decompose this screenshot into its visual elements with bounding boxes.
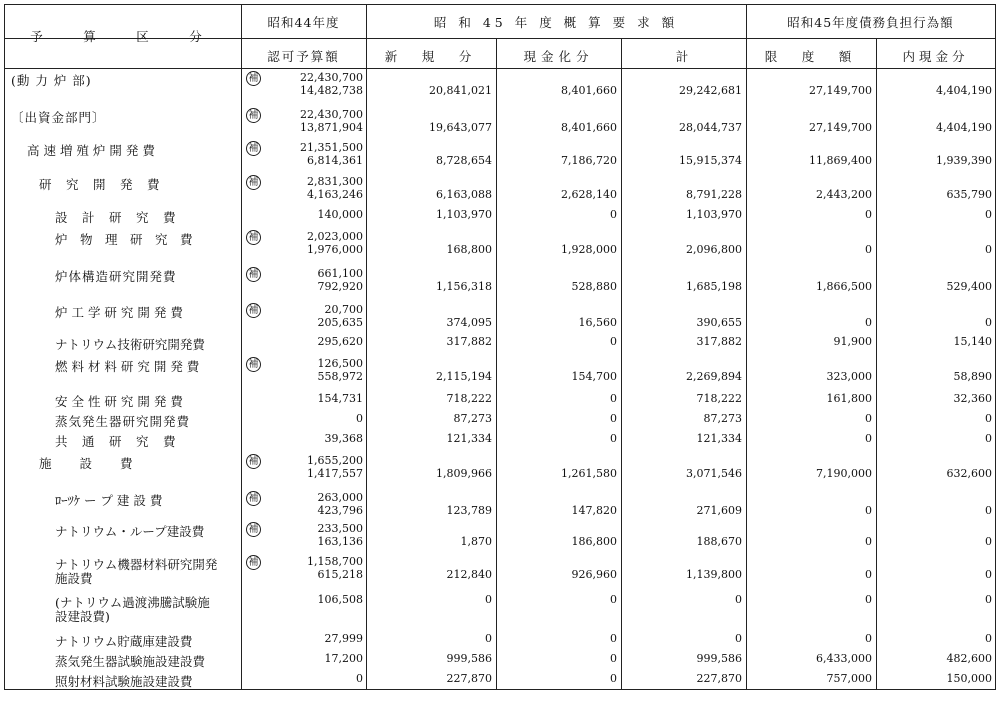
s44-value: 1,655,200 bbox=[307, 454, 363, 467]
s44-value: 21,351,500 bbox=[300, 141, 363, 154]
s44-value: 6,814,361 bbox=[307, 154, 363, 167]
s44-values bbox=[255, 522, 363, 548]
limit-value: 323,000 bbox=[826, 370, 872, 383]
s44-value: 4,163,246 bbox=[307, 188, 363, 201]
s44-values bbox=[255, 555, 363, 581]
row-label: 炉 物 理 研 究 費 bbox=[55, 232, 193, 247]
limit-value: 0 bbox=[865, 632, 872, 645]
cash-value: 154,700 bbox=[571, 370, 617, 383]
limit-value: 757,000 bbox=[826, 672, 872, 685]
row-label: 〔出資金部門〕 bbox=[11, 110, 106, 125]
inner-value: 632,600 bbox=[946, 467, 992, 480]
revision-mark: 補 bbox=[246, 230, 261, 245]
col-line-1 bbox=[241, 5, 242, 689]
new-value: 121,334 bbox=[446, 432, 492, 445]
s44-value: 233,500 bbox=[317, 522, 363, 535]
new-value: 1,870 bbox=[460, 535, 492, 548]
col-line-4 bbox=[621, 38, 622, 689]
total-value: 0 bbox=[735, 593, 742, 606]
total-value: 2,269,894 bbox=[686, 370, 742, 383]
inner-value: 0 bbox=[985, 432, 992, 445]
revision-mark: 補 bbox=[246, 491, 261, 506]
cash-value: 0 bbox=[610, 335, 617, 348]
row-label-cont: 施設費 bbox=[55, 571, 93, 586]
new-value: 1,809,966 bbox=[436, 467, 492, 480]
inner-value: 0 bbox=[985, 535, 992, 548]
revision-mark: 補 bbox=[246, 555, 261, 570]
row-label: (ナトリウム過渡沸騰試験施 bbox=[55, 595, 210, 610]
cash-value: 1,261,580 bbox=[561, 467, 617, 480]
cash-value: 0 bbox=[610, 412, 617, 425]
limit-value: 0 bbox=[865, 208, 872, 221]
s44-value: 1,976,000 bbox=[307, 243, 363, 256]
cash-value: 0 bbox=[610, 652, 617, 665]
inner-value: 150,000 bbox=[946, 672, 992, 685]
row-label: 高 速 増 殖 炉 開 発 費 bbox=[27, 143, 155, 158]
inner-value: 482,600 bbox=[946, 652, 992, 665]
cash-value: 0 bbox=[610, 593, 617, 606]
inner-value: 0 bbox=[985, 208, 992, 221]
new-value: 1,103,970 bbox=[436, 208, 492, 221]
s44-values bbox=[255, 593, 363, 606]
new-value: 1,156,318 bbox=[436, 280, 492, 293]
total-value: 121,334 bbox=[696, 432, 742, 445]
row-label: 共 通 研 究 費 bbox=[55, 434, 177, 449]
total-value: 8,791,228 bbox=[686, 188, 742, 201]
row-label: 施 設 費 bbox=[39, 456, 134, 471]
new-value: 212,840 bbox=[446, 568, 492, 581]
limit-value: 0 bbox=[865, 593, 872, 606]
limit-value: 0 bbox=[865, 316, 872, 329]
total-value: 3,071,546 bbox=[686, 467, 742, 480]
s44-value: 661,100 bbox=[317, 267, 363, 280]
s44-value: 0 bbox=[356, 672, 363, 685]
limit-value: 91,900 bbox=[833, 335, 872, 348]
s44-value: 126,500 bbox=[317, 357, 363, 370]
limit-value: 7,190,000 bbox=[816, 467, 872, 480]
cash-value: 0 bbox=[610, 672, 617, 685]
inner-value: 58,890 bbox=[953, 370, 992, 383]
inner-value: 4,404,190 bbox=[936, 121, 992, 134]
cash-value: 186,800 bbox=[571, 535, 617, 548]
limit-value: 0 bbox=[865, 535, 872, 548]
s44-value: 140,000 bbox=[317, 208, 363, 221]
row-label: 炉 工 学 研 究 開 発 費 bbox=[55, 305, 183, 320]
limit-value: 2,443,200 bbox=[816, 188, 872, 201]
s44-values bbox=[255, 652, 363, 665]
new-value: 6,163,088 bbox=[436, 188, 492, 201]
header-debt: 昭和45年度債務負担行為額 bbox=[787, 15, 954, 30]
inner-value: 0 bbox=[985, 316, 992, 329]
s44-value: 792,920 bbox=[317, 280, 363, 293]
inner-value: 0 bbox=[985, 593, 992, 606]
row-label: ナトリウム機器材料研究開発 bbox=[55, 557, 218, 572]
header-category: 予 算 区 分 bbox=[30, 29, 216, 44]
row-label: 照射材料試験施設建設費 bbox=[55, 674, 193, 689]
limit-value: 1,866,500 bbox=[816, 280, 872, 293]
s44-divider bbox=[241, 38, 366, 40]
inner-value: 4,404,190 bbox=[936, 84, 992, 97]
cash-value: 0 bbox=[610, 632, 617, 645]
cash-value: 16,560 bbox=[578, 316, 617, 329]
total-value: 317,882 bbox=[696, 335, 742, 348]
limit-value: 161,800 bbox=[826, 392, 872, 405]
s44-values bbox=[255, 208, 363, 221]
header-limit: 限 度 額 bbox=[764, 49, 858, 64]
cash-value: 0 bbox=[610, 208, 617, 221]
row-label: 蒸気発生器試験施設建設費 bbox=[55, 654, 206, 669]
total-value: 1,685,198 bbox=[686, 280, 742, 293]
row-label: 燃 料 材 料 研 究 開 発 費 bbox=[55, 359, 200, 374]
limit-value: 0 bbox=[865, 432, 872, 445]
s44-value: 27,999 bbox=[324, 632, 363, 645]
new-value: 0 bbox=[485, 593, 492, 606]
revision-mark: 補 bbox=[246, 303, 261, 318]
cash-value: 7,186,720 bbox=[561, 154, 617, 167]
new-value: 999,586 bbox=[446, 652, 492, 665]
inner-value: 0 bbox=[985, 568, 992, 581]
total-value: 718,222 bbox=[696, 392, 742, 405]
revision-mark: 補 bbox=[246, 175, 261, 190]
new-value: 317,882 bbox=[446, 335, 492, 348]
s44-value: 558,972 bbox=[317, 370, 363, 383]
limit-value: 27,149,700 bbox=[809, 84, 872, 97]
new-value: 87,273 bbox=[453, 412, 492, 425]
revision-mark: 補 bbox=[246, 108, 261, 123]
total-value: 227,870 bbox=[696, 672, 742, 685]
s44-value: 14,482,738 bbox=[300, 84, 363, 97]
limit-value: 0 bbox=[865, 504, 872, 517]
s44-value: 2,023,000 bbox=[307, 230, 363, 243]
cash-value: 1,928,000 bbox=[561, 243, 617, 256]
s44-values bbox=[255, 175, 363, 201]
s44-values bbox=[255, 454, 363, 480]
total-value: 87,273 bbox=[703, 412, 742, 425]
revision-mark: 補 bbox=[246, 141, 261, 156]
s44-values bbox=[255, 357, 363, 383]
budget-table bbox=[4, 4, 996, 690]
s44-values bbox=[255, 632, 363, 645]
cash-value: 528,880 bbox=[571, 280, 617, 293]
inner-value: 529,400 bbox=[946, 280, 992, 293]
s44-values bbox=[255, 267, 363, 293]
total-value: 0 bbox=[735, 632, 742, 645]
row-label: 蒸気発生器研究開発費 bbox=[55, 414, 191, 429]
cash-value: 0 bbox=[610, 392, 617, 405]
new-value: 227,870 bbox=[446, 672, 492, 685]
s44-values bbox=[255, 71, 363, 97]
col-line-6 bbox=[876, 38, 877, 689]
cash-value: 2,628,140 bbox=[561, 188, 617, 201]
row-label: ナトリウム・ループ建設費 bbox=[55, 524, 205, 539]
total-value: 271,609 bbox=[696, 504, 742, 517]
s44-value: 1,417,557 bbox=[307, 467, 363, 480]
header-new: 新 規 分 bbox=[384, 49, 478, 64]
inner-value: 1,939,390 bbox=[936, 154, 992, 167]
limit-value: 27,149,700 bbox=[809, 121, 872, 134]
total-value: 999,586 bbox=[696, 652, 742, 665]
inner-value: 0 bbox=[985, 243, 992, 256]
inner-value: 0 bbox=[985, 632, 992, 645]
s44-value: 2,831,300 bbox=[307, 175, 363, 188]
total-value: 1,103,970 bbox=[686, 208, 742, 221]
s44-value: 22,430,700 bbox=[300, 71, 363, 84]
inner-value: 32,360 bbox=[953, 392, 992, 405]
total-value: 390,655 bbox=[696, 316, 742, 329]
s44-values bbox=[255, 491, 363, 517]
total-value: 1,139,800 bbox=[686, 568, 742, 581]
new-value: 374,095 bbox=[446, 316, 492, 329]
revision-mark: 補 bbox=[246, 357, 261, 372]
s44-values bbox=[255, 335, 363, 348]
revision-mark: 補 bbox=[246, 71, 261, 86]
cash-value: 147,820 bbox=[571, 504, 617, 517]
row-label: 安 全 性 研 究 開 発 費 bbox=[55, 394, 183, 409]
inner-value: 15,140 bbox=[953, 335, 992, 348]
header-s44-bottom: 認可予算額 bbox=[267, 49, 340, 64]
cash-value: 926,960 bbox=[571, 568, 617, 581]
s44-values bbox=[255, 392, 363, 405]
revision-mark: 補 bbox=[246, 267, 261, 282]
s44-values bbox=[255, 230, 363, 256]
new-value: 19,643,077 bbox=[429, 121, 492, 134]
s44-value: 1,158,700 bbox=[307, 555, 363, 568]
s44-value: 295,620 bbox=[317, 335, 363, 348]
s44-value: 13,871,904 bbox=[300, 121, 363, 134]
s44-value: 17,200 bbox=[324, 652, 363, 665]
header-cash: 現金化分 bbox=[523, 49, 594, 64]
new-value: 0 bbox=[485, 632, 492, 645]
row-label-cont: 設建設費) bbox=[55, 609, 110, 624]
row-label: ナトリウム技術研究開発費 bbox=[55, 337, 205, 352]
cash-value: 0 bbox=[610, 432, 617, 445]
limit-value: 11,869,400 bbox=[809, 154, 872, 167]
s44-values bbox=[255, 303, 363, 329]
inner-value: 635,790 bbox=[946, 188, 992, 201]
s44-value: 106,508 bbox=[317, 593, 363, 606]
new-value: 8,728,654 bbox=[436, 154, 492, 167]
header-divider-bottom bbox=[5, 68, 995, 69]
s44-value: 263,000 bbox=[317, 491, 363, 504]
inner-value: 0 bbox=[985, 412, 992, 425]
row-label: 設 計 研 究 費 bbox=[55, 210, 177, 225]
s44-value: 205,635 bbox=[317, 316, 363, 329]
s44-values bbox=[255, 672, 363, 685]
row-label: (動 力 炉 部) bbox=[11, 73, 92, 88]
s44-values bbox=[255, 141, 363, 167]
s44-value: 39,368 bbox=[324, 432, 363, 445]
s44-value: 20,700 bbox=[324, 303, 363, 316]
total-value: 28,044,737 bbox=[679, 121, 742, 134]
total-value: 15,915,374 bbox=[679, 154, 742, 167]
new-value: 2,115,194 bbox=[436, 370, 492, 383]
limit-value: 0 bbox=[865, 568, 872, 581]
s44-values bbox=[255, 432, 363, 445]
new-value: 123,789 bbox=[446, 504, 492, 517]
header-total: 計 bbox=[675, 49, 692, 64]
inner-value: 0 bbox=[985, 504, 992, 517]
s44-value: 154,731 bbox=[317, 392, 363, 405]
col-line-3 bbox=[496, 38, 497, 689]
row-label: 研 究 開 発 費 bbox=[39, 177, 161, 192]
limit-value: 0 bbox=[865, 412, 872, 425]
new-value: 168,800 bbox=[446, 243, 492, 256]
new-value: 718,222 bbox=[446, 392, 492, 405]
header-inner: 内現金分 bbox=[902, 49, 969, 64]
cash-value: 8,401,660 bbox=[561, 84, 617, 97]
revision-mark: 補 bbox=[246, 454, 261, 469]
row-label: 炉体構造研究開発費 bbox=[55, 269, 177, 284]
total-value: 2,096,800 bbox=[686, 243, 742, 256]
cash-value: 8,401,660 bbox=[561, 121, 617, 134]
revision-mark: 補 bbox=[246, 522, 261, 537]
s44-values bbox=[255, 412, 363, 425]
s44-value: 22,430,700 bbox=[300, 108, 363, 121]
header-s44-top: 昭和44年度 bbox=[267, 15, 340, 30]
total-value: 29,242,681 bbox=[679, 84, 742, 97]
s44-values bbox=[255, 108, 363, 134]
header-s45-request: 昭 和 45 年 度 概 算 要 求 額 bbox=[433, 15, 679, 30]
s44-value: 163,136 bbox=[317, 535, 363, 548]
row-label: ﾛｰﾂｹ ー プ 建 設 費 bbox=[55, 493, 163, 508]
row-label: ナトリウム貯蔵庫建設費 bbox=[55, 634, 193, 649]
s44-value: 615,218 bbox=[317, 568, 363, 581]
s44-value: 423,796 bbox=[317, 504, 363, 517]
s44-value: 0 bbox=[356, 412, 363, 425]
total-value: 188,670 bbox=[696, 535, 742, 548]
limit-value: 0 bbox=[865, 243, 872, 256]
limit-value: 6,433,000 bbox=[816, 652, 872, 665]
new-value: 20,841,021 bbox=[429, 84, 492, 97]
